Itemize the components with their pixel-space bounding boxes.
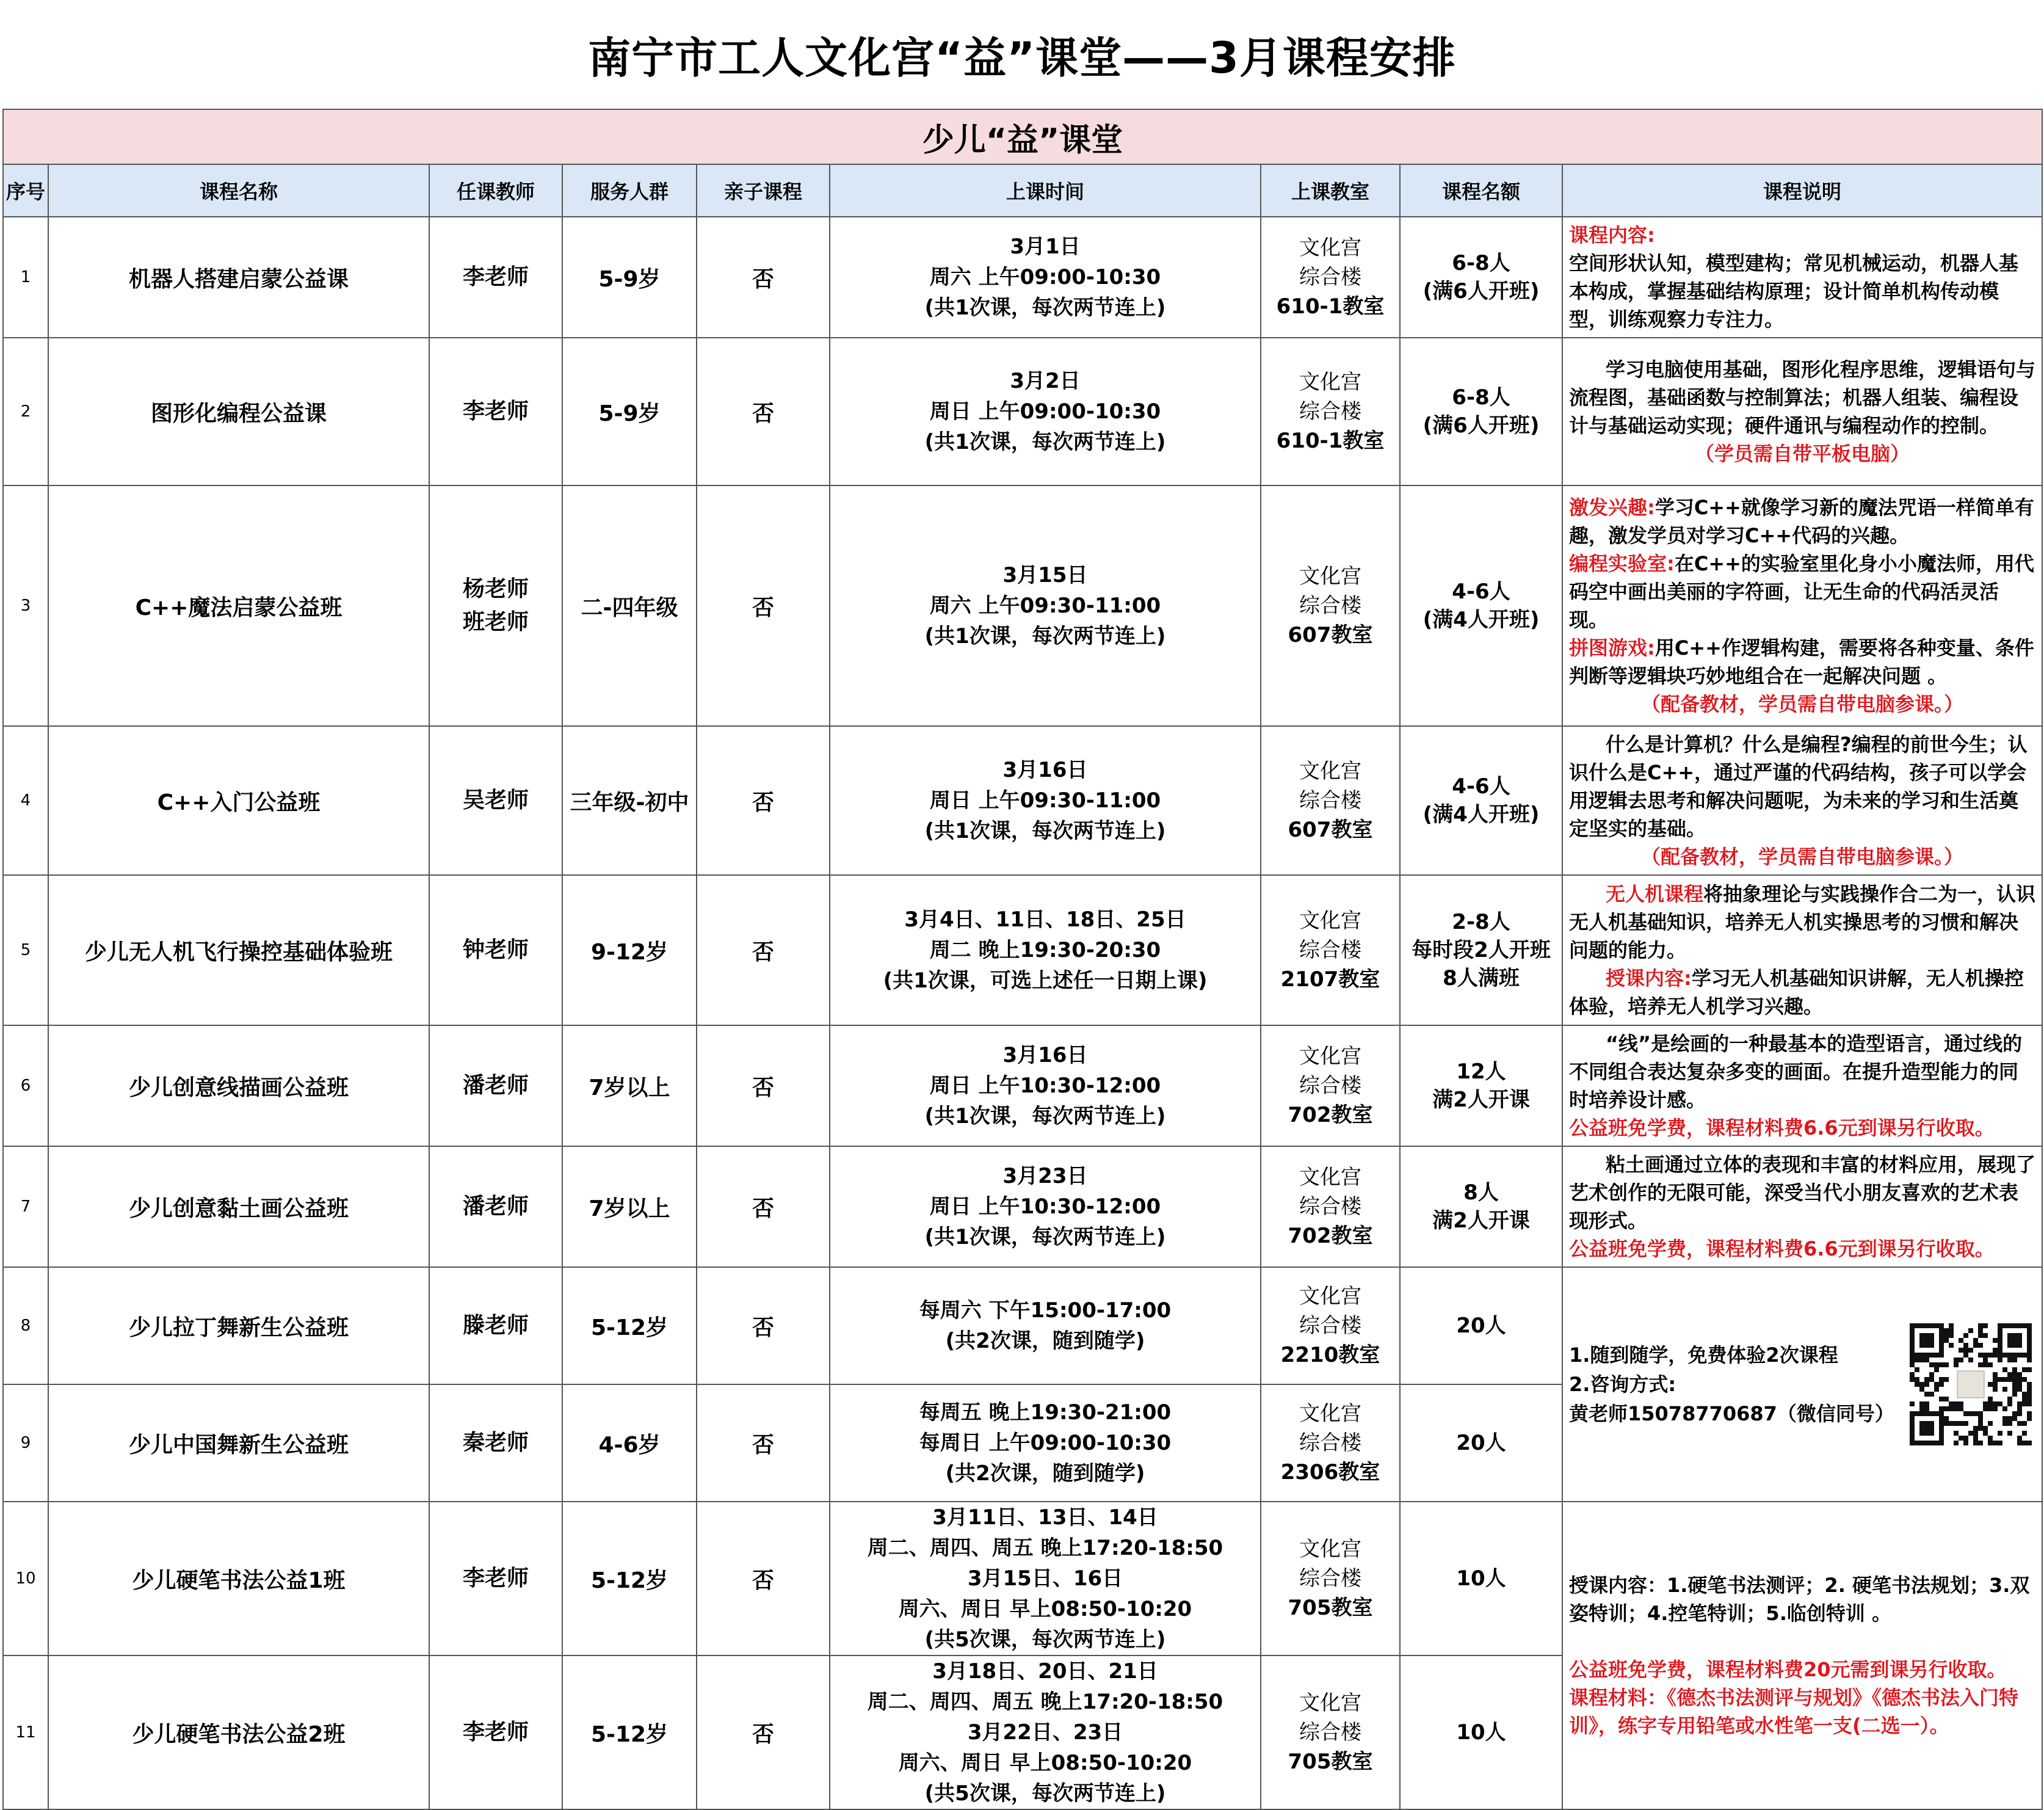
time-line: (共5次课，每次两节连上) <box>924 1627 1166 1652</box>
teacher-name: 吴老师 <box>462 788 529 813</box>
course-name: 少儿创意黏土画公益班 <box>48 1146 429 1267</box>
course-name: 少儿拉丁舞新生公益班 <box>48 1267 429 1384</box>
teacher-name: 班老师 <box>462 609 529 634</box>
room-line: 综合楼 <box>1299 265 1361 289</box>
room-line: 2306教室 <box>1280 1460 1380 1485</box>
room-line: 文化宫 <box>1299 564 1361 589</box>
room-line: 综合楼 <box>1299 1431 1361 1455</box>
quota-line: 8人 <box>1463 1180 1499 1205</box>
audience: 三年级-初中 <box>562 726 697 875</box>
quota-line: 6-8人 <box>1452 251 1510 275</box>
quota-line: 10人 <box>1456 1566 1506 1591</box>
time-line: 周日 上午09:00-10:30 <box>929 399 1161 424</box>
room-line: 综合楼 <box>1299 1074 1361 1098</box>
room-line: 文化宫 <box>1299 1284 1361 1309</box>
quota-line: 满2人开课 <box>1432 1088 1530 1112</box>
audience: 9-12岁 <box>562 875 697 1025</box>
fee-note: 公益班免学费，课程材料费6.6元到课另行收取。 <box>1569 1237 1995 1260</box>
class-time <box>830 1502 1261 1656</box>
desc-text: 在C++的实验室里化身小小魔法师，用代码空中画出美丽的字符画，让无生命的代码活灵活现。 <box>1569 552 2034 631</box>
desc-item <box>1569 964 2035 1020</box>
time-line: 周二、周四、周五 晚上17:20-18:50 <box>867 1536 1223 1560</box>
time-line: (共5次课，每次两节连上) <box>924 1781 1166 1806</box>
class-time <box>830 217 1261 338</box>
parent-child: 否 <box>697 726 830 875</box>
qr-code-icon <box>1910 1323 2032 1445</box>
room-line: 文化宫 <box>1299 1537 1361 1561</box>
row-number: 5 <box>3 875 48 1025</box>
dance-wrap <box>1563 1323 2042 1445</box>
time-line: 3月16日 <box>1002 758 1088 782</box>
header-time: 上课时间 <box>830 164 1261 217</box>
course-name: 机器人搭建启蒙公益课 <box>48 217 429 338</box>
quota <box>1400 485 1562 726</box>
time-line: (共1次课，每次两节连上) <box>924 296 1166 320</box>
dance-note-line: 1.随到随学，免费体验2次课程 <box>1569 1343 1838 1367</box>
time-line: 3月11日、13日、14日 <box>932 1505 1158 1530</box>
teacher-cell <box>429 1384 562 1502</box>
room-line: 综合楼 <box>1299 594 1361 618</box>
schedule-table <box>2 109 2043 1810</box>
parent-child: 否 <box>697 217 830 338</box>
time-line: 3月4日、11日、18日、25日 <box>904 907 1186 932</box>
room-line: 综合楼 <box>1299 938 1361 962</box>
table-row <box>3 338 2042 485</box>
room-line: 文化宫 <box>1299 236 1361 260</box>
time-line: 每周日 上午09:00-10:30 <box>919 1431 1172 1455</box>
desc-label: 课程内容: <box>1569 224 1655 247</box>
desc-note: （配备教材，学员需自带电脑参课。） <box>1641 692 1964 716</box>
classroom <box>1261 1146 1400 1267</box>
desc-note: （配备教材，学员需自带电脑参课。） <box>1641 845 1964 868</box>
row-number: 8 <box>3 1267 48 1384</box>
audience: 4-6岁 <box>562 1384 697 1502</box>
teacher-name: 李老师 <box>462 1720 529 1745</box>
section-banner: 少儿“益”课堂 <box>3 109 2042 164</box>
row-number: 2 <box>3 338 48 485</box>
quota-line: (满6人开班) <box>1422 279 1540 303</box>
course-description <box>1562 1146 2042 1267</box>
course-name: 少儿硬笔书法公益2班 <box>48 1656 429 1809</box>
teacher-cell <box>429 217 562 338</box>
desc-item <box>1569 1030 2035 1114</box>
quota <box>1400 217 1562 338</box>
classroom <box>1261 485 1400 726</box>
audience: 5-9岁 <box>562 338 697 485</box>
room-line: 705教室 <box>1288 1596 1373 1620</box>
parent-child: 否 <box>697 1146 830 1267</box>
parent-child: 否 <box>697 338 830 485</box>
quota-line: 12人 <box>1456 1059 1506 1084</box>
desc-text: “线”是绘画的一种最基本的造型语言，通过线的不同组合表达复杂多变的画面。在提升造型能力的同时培养设计感。 <box>1569 1032 2023 1111</box>
time-line: 3月23日 <box>1002 1164 1088 1188</box>
teacher-cell <box>429 875 562 1025</box>
quota-line: 每时段2人开班 <box>1412 938 1551 962</box>
desc-text: 什么是计算机？什么是编程?编程的前世今生；认识什么是C++，通过严谨的代码结构，孩子可以学会用逻辑去思考和解决问题呢，为未来的学习和生活奠定坚实的基础。 <box>1569 733 2028 840</box>
desc-item <box>1569 493 2035 550</box>
class-time <box>830 338 1261 485</box>
course-name: 少儿中国舞新生公益班 <box>48 1384 429 1502</box>
desc-text: 空间形状认知，模型建构；常见机械运动，机器人基本构成，掌握基础结构原理；设计简单机构传动模型，训练观察力专注力。 <box>1569 252 2019 331</box>
time-line: (共1次课，每次两节连上) <box>924 624 1166 649</box>
quota <box>1400 1146 1562 1267</box>
class-time <box>830 1267 1261 1384</box>
course-description <box>1562 726 2042 875</box>
time-line: 每周五 晚上19:30-21:00 <box>919 1400 1172 1425</box>
desc-item <box>1569 1150 2035 1235</box>
table-row <box>3 1025 2042 1146</box>
course-name: 图形化编程公益课 <box>48 338 429 485</box>
row-number: 3 <box>3 485 48 726</box>
teacher-cell <box>429 1267 562 1384</box>
course-rows <box>3 217 2042 1809</box>
time-line: 3月15日 <box>1002 563 1088 587</box>
time-line: 3月16日 <box>1002 1043 1088 1067</box>
row-number: 11 <box>3 1656 48 1809</box>
time-line: (共2次课，随到随学) <box>945 1329 1145 1353</box>
classroom <box>1261 875 1400 1025</box>
header-no: 序号 <box>3 164 48 217</box>
teacher-name: 李老师 <box>462 264 529 289</box>
room-line: 文化宫 <box>1299 909 1361 933</box>
dance-note-line: 2.咨询方式: <box>1569 1373 1676 1396</box>
course-name: C++入门公益班 <box>48 726 429 875</box>
classroom <box>1261 1502 1400 1656</box>
course-description <box>1562 338 2042 485</box>
header-teacher: 任课教师 <box>429 164 562 217</box>
class-time <box>830 485 1261 726</box>
row-number: 9 <box>3 1384 48 1502</box>
class-time <box>830 1656 1261 1809</box>
calligraphy-description <box>1562 1502 2042 1809</box>
time-line: (共2次课，随到随学) <box>945 1461 1145 1486</box>
room-line: 文化宫 <box>1299 370 1361 394</box>
class-time <box>830 1146 1261 1267</box>
quota <box>1400 1656 1562 1809</box>
teacher-name: 潘老师 <box>462 1194 529 1219</box>
class-time <box>830 1384 1261 1502</box>
room-line: 2210教室 <box>1280 1343 1380 1367</box>
room-line: 610-1教室 <box>1276 294 1385 319</box>
room-line: 702教室 <box>1288 1224 1373 1248</box>
classroom <box>1261 217 1400 338</box>
desc-text: 学习电脑使用基础，图形化程序思维，逻辑语句与流程图，基础函数与控制算法；机器人组装、编程设计与基础运动实现；硬件通讯与编程动作的控制。 <box>1569 358 2036 437</box>
time-line: 周日 上午09:30-11:00 <box>929 788 1161 813</box>
desc-label: 拼图游戏: <box>1569 636 1655 660</box>
room-line: 607教室 <box>1288 818 1373 842</box>
time-line: 3月1日 <box>1010 234 1081 259</box>
audience: 5-9岁 <box>562 217 697 338</box>
desc-item <box>1569 634 2035 690</box>
teacher-name: 李老师 <box>462 1566 529 1591</box>
classroom <box>1261 1384 1400 1502</box>
fee-note: 公益班免学费，课程材料费6.6元到课另行收取。 <box>1569 1116 1995 1139</box>
calligraphy-content: 授课内容：1.硬笔书法测评；2. 硬笔书法规划；3.双姿特训；4.控笔特训；5.临创特训 。 <box>1569 1574 2030 1625</box>
header-parent-child: 亲子课程 <box>697 164 830 217</box>
teacher-cell <box>429 1656 562 1809</box>
classroom <box>1261 1025 1400 1146</box>
classroom <box>1261 726 1400 875</box>
room-line: 综合楼 <box>1299 788 1361 813</box>
audience: 7岁以上 <box>562 1146 697 1267</box>
table-row <box>3 217 2042 338</box>
course-description <box>1562 217 2042 338</box>
header-classroom: 上课教室 <box>1261 164 1400 217</box>
row-number: 4 <box>3 726 48 875</box>
quota <box>1400 726 1562 875</box>
quota <box>1400 1502 1562 1656</box>
row-number: 6 <box>3 1025 48 1146</box>
table-row <box>3 1267 2042 1384</box>
room-line: 702教室 <box>1288 1103 1373 1127</box>
time-line: 周二 晚上19:30-20:30 <box>929 938 1161 962</box>
time-line: 周六、周日 早上08:50-10:20 <box>898 1751 1192 1775</box>
time-line: 周六 上午09:00-10:30 <box>929 265 1161 289</box>
desc-item <box>1569 550 2035 634</box>
time-line: (共1次课，每次两节连上) <box>924 1104 1166 1129</box>
time-line: (共1次课，每次两节连上) <box>924 819 1166 843</box>
time-line: 3月2日 <box>1010 369 1081 393</box>
teacher-name: 杨老师 <box>462 576 529 602</box>
course-name: 少儿无人机飞行操控基础体验班 <box>48 875 429 1025</box>
time-line: (共1次课，每次两节连上) <box>924 430 1166 454</box>
calligraphy-material: 课程材料：《德杰书法测评与规划》《德杰书法入门特训》，练字专用铅笔或水性笔一支(二选一）。 <box>1569 1686 2019 1737</box>
header-description: 课程说明 <box>1562 164 2042 217</box>
course-description <box>1562 875 2042 1025</box>
room-line: 文化宫 <box>1299 1691 1361 1715</box>
row-number: 10 <box>3 1502 48 1656</box>
course-name: 少儿硬笔书法公益1班 <box>48 1502 429 1656</box>
quota-line: (满4人开班) <box>1422 802 1540 827</box>
quota-line: 2-8人 <box>1452 910 1510 934</box>
teacher-name: 李老师 <box>462 399 529 424</box>
teacher-name: 钟老师 <box>462 937 529 962</box>
room-line: 705教室 <box>1288 1750 1373 1774</box>
audience: 7岁以上 <box>562 1025 697 1146</box>
teacher-cell <box>429 1146 562 1267</box>
desc-text: 学习无人机基础知识讲解，无人机操控体验，培养无人机学习兴趣。 <box>1569 967 2024 1018</box>
quota <box>1400 875 1562 1025</box>
quota-line: 4-6人 <box>1452 580 1510 604</box>
teacher-name: 滕老师 <box>462 1313 529 1338</box>
desc-text: 用C++作逻辑构建，需要将各种变量、条件判断等逻辑块巧妙地组合在一起解决问题 。 <box>1569 636 2034 688</box>
parent-child: 否 <box>697 1656 830 1809</box>
desc-item <box>1569 221 2035 333</box>
quota <box>1400 1025 1562 1146</box>
time-line: 每周六 下午15:00-17:00 <box>919 1298 1172 1323</box>
quota-line: 20人 <box>1456 1431 1506 1455</box>
teacher-name: 潘老师 <box>462 1073 529 1098</box>
dance-description <box>1562 1267 2042 1502</box>
course-description <box>1562 485 2042 726</box>
table-row <box>3 875 2042 1025</box>
quota-line: 20人 <box>1456 1314 1506 1338</box>
room-line: 607教室 <box>1288 623 1373 647</box>
time-line: (共1次课，每次两节连上) <box>924 1225 1166 1249</box>
room-line: 综合楼 <box>1299 399 1361 424</box>
desc-label: 编程实验室: <box>1569 552 1675 575</box>
teacher-cell <box>429 1025 562 1146</box>
quota-line: 4-6人 <box>1452 774 1510 799</box>
quota <box>1400 1267 1562 1384</box>
parent-child: 否 <box>697 485 830 726</box>
classroom <box>1261 338 1400 485</box>
course-name: C++魔法启蒙公益班 <box>48 485 429 726</box>
quota <box>1400 1384 1562 1502</box>
desc-text: 学习C++就像学习新的魔法咒语一样简单有趣，激发学员对学习C++代码的兴趣。 <box>1569 496 2034 547</box>
course-name: 少儿创意线描画公益班 <box>48 1025 429 1146</box>
quota-line: 8人满班 <box>1443 966 1520 990</box>
quota-line: 6-8人 <box>1452 385 1510 410</box>
desc-item <box>1569 355 2035 440</box>
desc-item <box>1569 880 2035 964</box>
header-course-name: 课程名称 <box>48 164 429 217</box>
time-line: 周六、周日 早上08:50-10:20 <box>898 1597 1192 1621</box>
desc-label: 无人机课程 <box>1606 882 1704 906</box>
desc-item <box>1569 730 2035 843</box>
room-line: 综合楼 <box>1299 1720 1361 1745</box>
class-time <box>830 1025 1261 1146</box>
quota-line: (满6人开班) <box>1422 413 1540 438</box>
parent-child: 否 <box>697 1502 830 1656</box>
quota-line: 满2人开课 <box>1432 1208 1530 1233</box>
time-line: 周六 上午09:30-11:00 <box>929 594 1161 618</box>
table-row <box>3 1502 2042 1656</box>
class-time <box>830 726 1261 875</box>
table-row <box>3 1146 2042 1267</box>
time-line: 周日 上午10:30-12:00 <box>929 1074 1161 1098</box>
parent-child: 否 <box>697 1025 830 1146</box>
teacher-cell <box>429 1502 562 1656</box>
dance-text <box>1569 1340 1894 1428</box>
table-row <box>3 726 2042 875</box>
header-quota: 课程名额 <box>1400 164 1562 217</box>
teacher-cell <box>429 485 562 726</box>
time-line: 3月22日、23日 <box>967 1720 1123 1745</box>
quota-line: (满4人开班) <box>1422 608 1540 632</box>
teacher-cell <box>429 338 562 485</box>
dance-note-line: 黄老师15078770687（微信同号） <box>1569 1402 1894 1425</box>
time-line: 周日 上午10:30-12:00 <box>929 1194 1161 1219</box>
time-line: 周二、周四、周五 晚上17:20-18:50 <box>867 1690 1223 1714</box>
audience: 5-12岁 <box>562 1267 697 1384</box>
page-title: 南宁市工人文化宫“益”课堂——3月课程安排 <box>588 32 1456 83</box>
row-number: 1 <box>3 217 48 338</box>
spacer <box>1569 1627 2035 1656</box>
classroom <box>1261 1267 1400 1384</box>
desc-text: 粘土画通过立体的表现和丰富的材料应用，展现了艺术创作的无限可能，深受当代小朋友喜欢的艺术表现形式。 <box>1569 1153 2036 1232</box>
room-line: 综合楼 <box>1299 1566 1361 1591</box>
parent-child: 否 <box>697 875 830 1025</box>
desc-label: 激发兴趣: <box>1569 496 1655 519</box>
audience: 5-12岁 <box>562 1656 697 1809</box>
row-number: 7 <box>3 1146 48 1267</box>
room-line: 2107教室 <box>1280 967 1380 992</box>
time-line: 3月15日、16日 <box>967 1566 1123 1591</box>
class-time <box>830 875 1261 1025</box>
room-line: 文化宫 <box>1299 1044 1361 1069</box>
header-audience: 服务人群 <box>562 164 697 217</box>
desc-text: 将抽象理论与实践操作合二为一，认识无人机基础知识，培养无人机实操思考的习惯和解决问题的能力。 <box>1569 882 2036 962</box>
desc-note: （学员需自带平板电脑） <box>1695 442 1910 465</box>
room-line: 文化宫 <box>1299 1165 1361 1190</box>
parent-child: 否 <box>697 1384 830 1502</box>
room-line: 综合楼 <box>1299 1314 1361 1338</box>
classroom <box>1261 1656 1400 1809</box>
room-line: 文化宫 <box>1299 759 1361 783</box>
teacher-name: 秦老师 <box>462 1430 529 1455</box>
room-line: 610-1教室 <box>1276 429 1385 453</box>
desc-label: 授课内容: <box>1606 967 1692 990</box>
time-line: (共1次课，可选上述任一日期上课) <box>883 969 1208 993</box>
table-row <box>3 485 2042 726</box>
calligraphy-fee: 公益班免学费，课程材料费20元需到课另行收取。 <box>1569 1658 2007 1681</box>
course-description <box>1562 1025 2042 1146</box>
quota-line: 10人 <box>1456 1720 1506 1745</box>
audience: 5-12岁 <box>562 1502 697 1656</box>
quota <box>1400 338 1562 485</box>
parent-child: 否 <box>697 1267 830 1384</box>
room-line: 文化宫 <box>1299 1401 1361 1426</box>
time-line: 3月18日、20日、21日 <box>932 1659 1158 1684</box>
audience: 二-四年级 <box>562 485 697 726</box>
teacher-cell <box>429 726 562 875</box>
room-line: 综合楼 <box>1299 1194 1361 1219</box>
